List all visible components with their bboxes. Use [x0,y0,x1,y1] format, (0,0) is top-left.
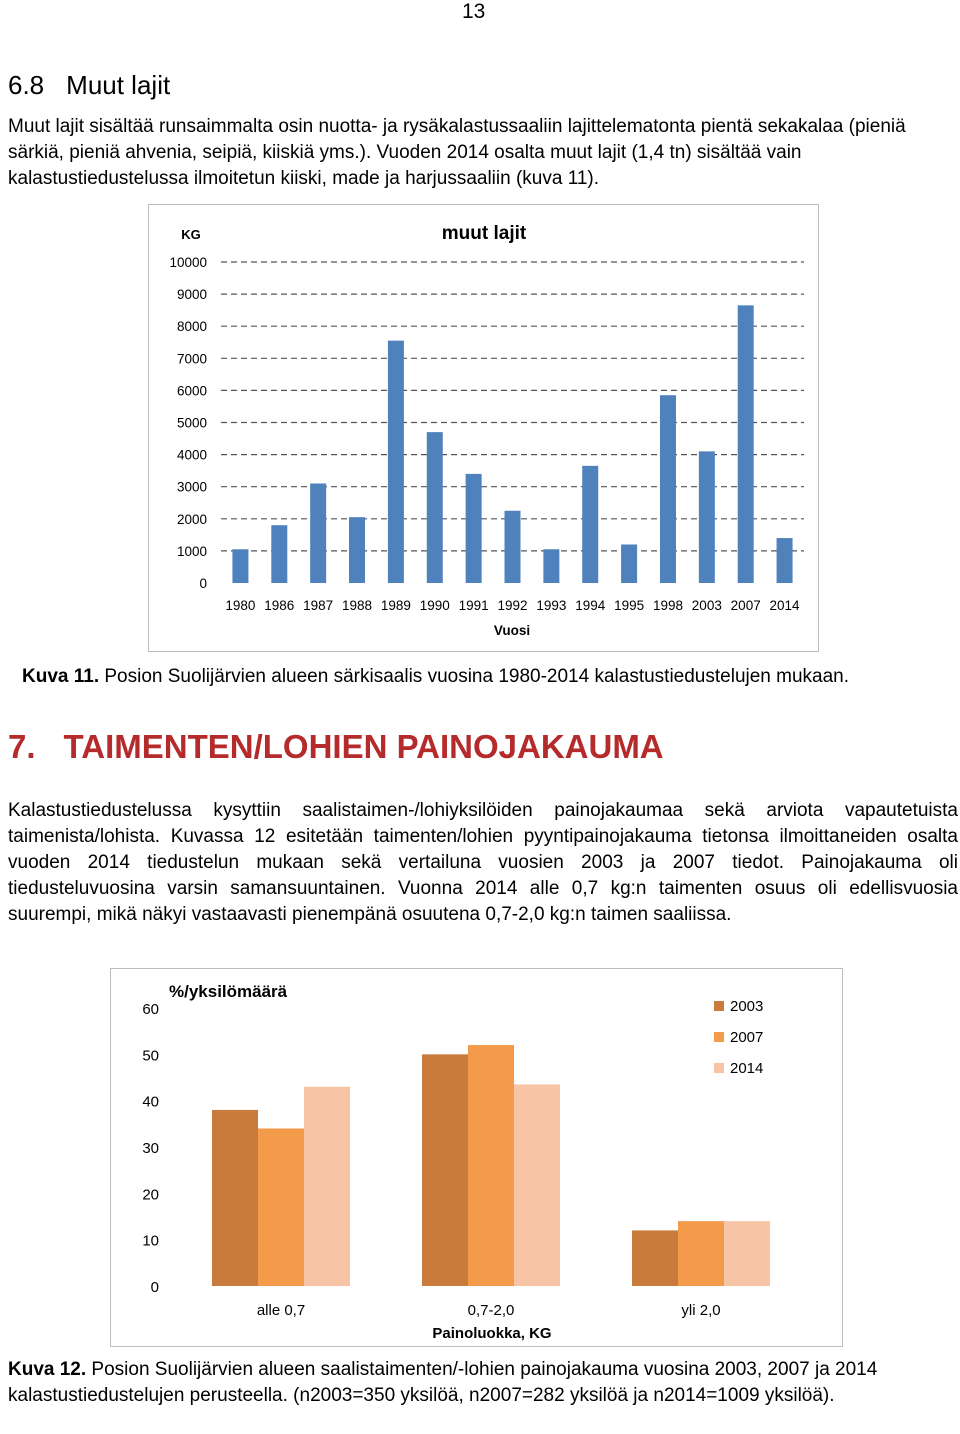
paragraph-painojakauma: Kalastustiedustelussa kysyttiin saalistaimen-/lohiyksilöiden painojakaumaa sekä arviota vapautetuista taimenista/lohista. Kuvassa 12 esitetään taimenten/lohien pyyntipainojakauma tietonsa ilmoittaneiden osalta vuoden 2014 tiedustelun mukaan sekä vertailuna vuosien 2003 ja 2007 tiedot. Painojakauma oli tiedusteluvuosina varsin samansuuntainen. Vuonna 2014 alle 0,7 kg:n taimenten osuus oli edellisvuosia suurempi, mikä näkyi vastaavasti pienempänä osuutena 0,7-2,0 kg:n taimen saaliissa. [8,800,958,925]
y-axis-label: KG [181,227,201,242]
caption-label: Kuva 11. [22,666,100,687]
chart-title: muut lajit [441,223,527,244]
y-tick-label: 10 [142,1232,159,1250]
x-tick-label: 1993 [536,598,567,613]
bar-1987 [310,483,326,583]
bar-1990 [427,432,443,583]
x-tick-label: 1998 [652,598,683,613]
bar-1993 [543,549,559,583]
bar-1989 [388,341,404,583]
section-number: 6.8 [8,70,45,100]
chart1-svg [149,205,818,651]
section-heading-7 [8,728,664,766]
y-tick-label: 20 [142,1186,159,1204]
x-tick-label: 2014 [769,598,800,613]
legend-swatch-2014 [714,1063,724,1073]
bar-1998 [660,395,676,583]
x-tick-label: 1995 [614,598,645,613]
y-tick-label: 5000 [176,415,207,431]
x-tick-label: 1994 [575,598,606,613]
y-tick-label: 50 [142,1047,159,1065]
y-tick-label: 40 [142,1093,159,1111]
bar-1995 [621,544,637,583]
x-tick-label: 1992 [497,598,528,613]
x-tick-label: 1991 [458,598,489,613]
paragraph-muut-lajit: Muut lajit sisältää runsaimmalta osin nuotta- ja rysäkalastussaaliin lajittelematonta pientä sekakalaa (pieniä särkiä, pieniä ahvenia, seipiä, kiiskiä yms.). Vuoden 2014 osalta muut lajit (1,4 tn) sisältää vain kalastustiedustelussa ilmoitetun kiiski, made ja harjussaaliin (kuva 11). [8,116,906,189]
y-tick-label: 8000 [176,319,207,335]
y-tick-label: 1000 [176,543,207,559]
caption-text: Posion Suolijärvien alueen saalistaimenten/-lohien painojakauma vuosina 2003, 2007 ja 2014 kalastustiedustelujen perusteella. (n2003=350 yksilöä, n2007=282 yksilöä ja n2014=1009 yksilöä). [8,1359,878,1406]
legend-swatch-2003 [714,1001,724,1011]
bar-2003-0 [212,1110,258,1286]
x-tick-label: 2007 [730,598,761,613]
y-tick-label: 9000 [176,287,207,303]
page-number: 13 [462,0,486,23]
x-tick-label: 1987 [303,598,334,613]
bar-2007-1 [468,1045,514,1286]
x-tick-label: 1990 [419,598,450,613]
bar-2014 [777,538,793,583]
section-title: Muut lajit [66,70,171,100]
figure-caption-12 [8,1357,958,1409]
bar-2003-1 [422,1054,468,1286]
x-tick-label: 1989 [380,598,411,613]
bar-2007-0 [258,1128,304,1286]
x-tick-label: 1986 [264,598,295,613]
y-tick-label: 7000 [176,351,207,367]
y-tick-label: 60 [142,1001,159,1018]
bar-1994 [582,466,598,583]
section-heading-6-8 [8,70,170,101]
caption-text: Posion Suolijärvien alueen särkisaalis vuosina 1980-2014 kalastustiedustelujen mukaan. [99,666,850,687]
bar-2014-1 [514,1084,560,1286]
x-tick-label: 1988 [342,598,373,613]
x-tick-label: 1980 [225,598,256,613]
bar-2007-2 [678,1221,724,1286]
y-tick-label: 2000 [176,511,207,527]
bar-2014-0 [304,1087,350,1286]
legend-label: 2014 [730,1060,764,1077]
bar-2003-2 [632,1230,678,1286]
chart-muut-lajit [148,204,819,652]
x-tick-label: 2003 [691,598,722,613]
x-tick-label: 0,7-2,0 [467,1302,515,1319]
section-title: TAIMENTEN/LOHIEN PAINOJAKAUMA [63,728,664,765]
legend-swatch-2007 [714,1032,724,1042]
figure-caption-11 [22,664,960,690]
y-tick-label: 3000 [176,479,207,495]
bar-2003 [699,451,715,583]
legend-label: 2003 [730,998,764,1015]
legend-label: 2007 [730,1029,764,1046]
y-tick-label: 6000 [176,383,207,399]
chart-painojakauma [110,968,843,1347]
bar-1991 [466,474,482,583]
caption-label: Kuva 12. [8,1359,87,1380]
x-tick-label: yli 2,0 [681,1302,721,1319]
x-axis-label: Vuosi [493,623,531,638]
x-axis-label: Painoluokka, KG [432,1325,552,1342]
y-tick-label: 10000 [169,255,207,270]
bar-1980 [232,549,248,583]
section-number: 7. [8,728,36,765]
y-tick-label: 30 [142,1140,159,1157]
y-tick-label: 0 [199,576,207,591]
bar-1992 [505,511,521,583]
bar-2014-2 [724,1221,770,1286]
chart2-svg [111,969,842,1346]
chart-title: %/yksilömäärä [169,982,288,1001]
y-tick-label: 4000 [176,447,207,463]
x-tick-label: alle 0,7 [256,1302,306,1319]
bar-2007 [738,305,754,583]
bar-1986 [271,525,287,583]
y-tick-label: 0 [150,1279,159,1296]
bar-1988 [349,517,365,583]
